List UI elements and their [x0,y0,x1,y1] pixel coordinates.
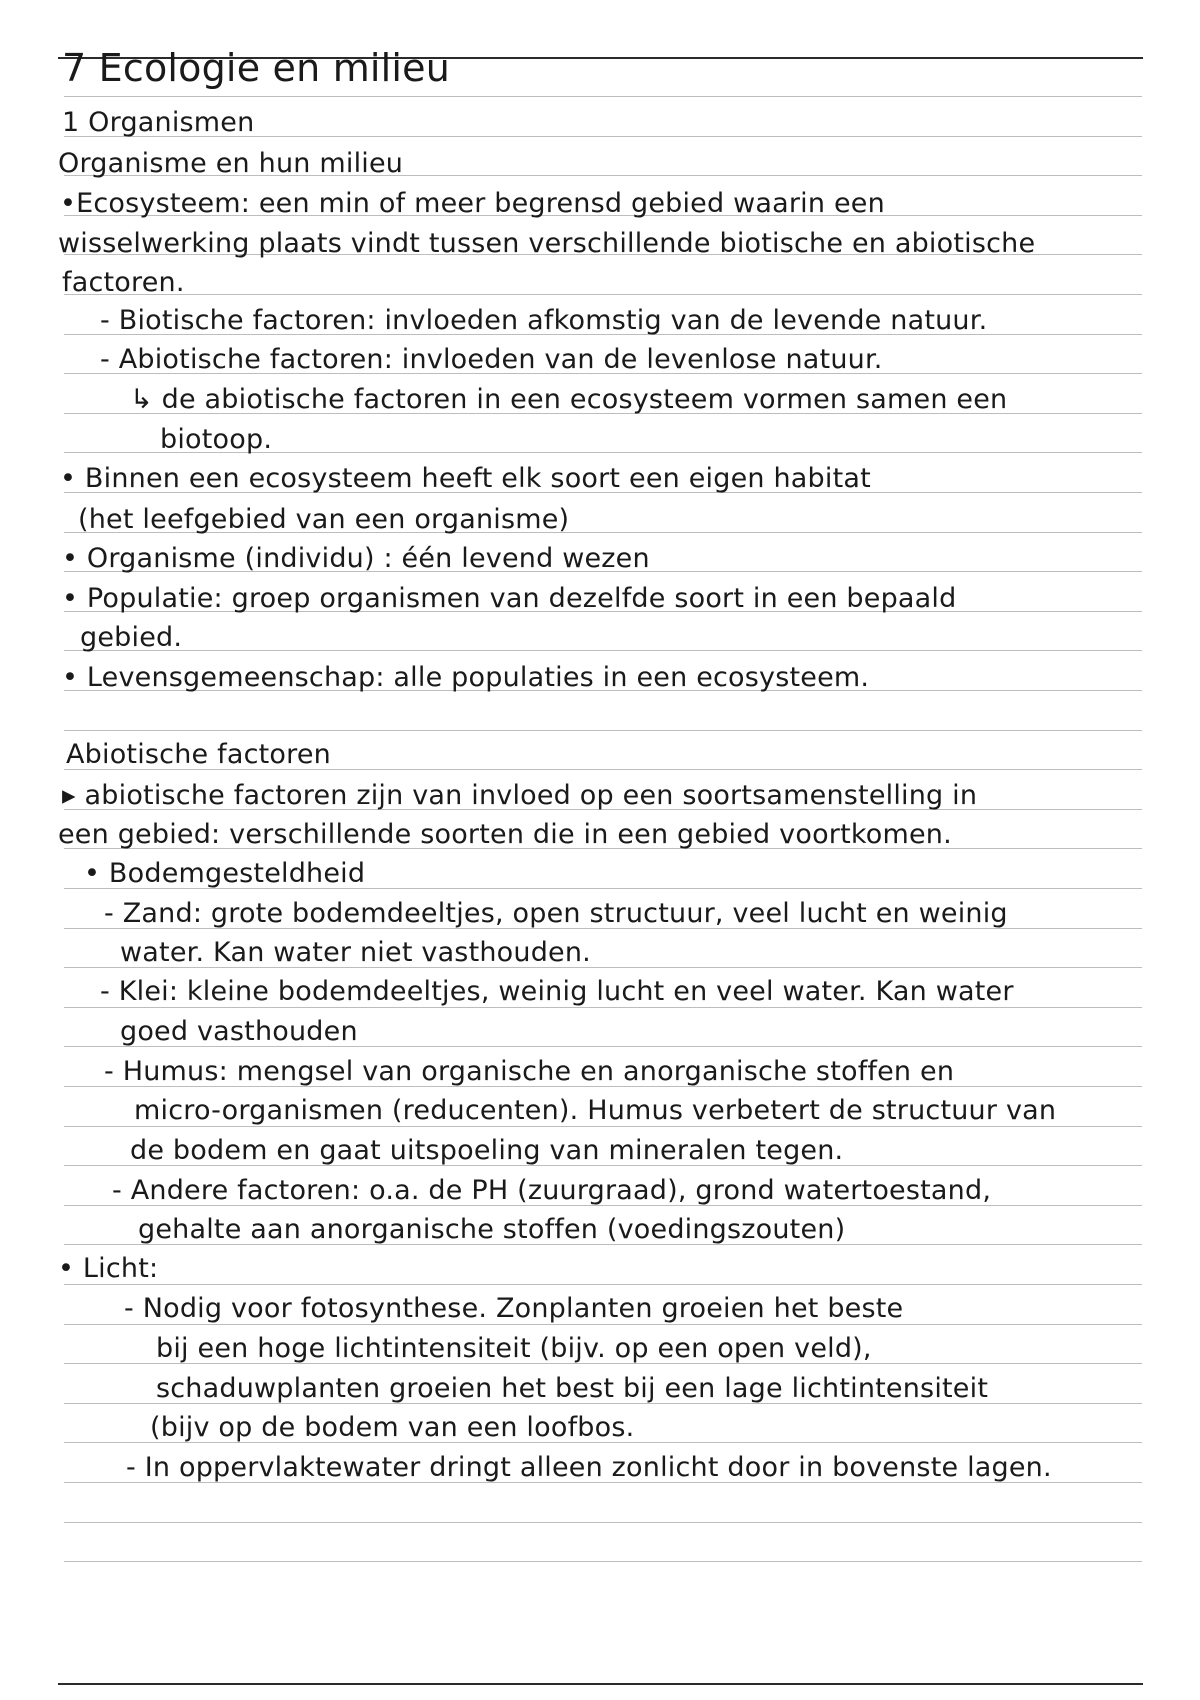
text-line: goed vasthouden [120,1016,358,1047]
text-line: • Levensgemeenschap: alle populaties in een ecosysteem. [62,662,870,693]
bottom-margin-rule [58,1683,1143,1685]
text-line: water. Kan water niet vasthouden. [120,937,591,968]
text-line: micro-organismen (reducenten). Humus verbetert de structuur van [134,1095,1057,1126]
text-line: factoren. [62,267,185,298]
text-line: schaduwplanten groeien het best bij een lage lichtintensiteit [156,1373,989,1404]
text-line: • Licht: [58,1253,159,1284]
ruled-line [64,1522,1142,1523]
text-line: •Ecosysteem: een min of meer begrensd gebied waarin een [60,188,885,219]
text-line: - Klei: kleine bodemdeeltjes, weinig lucht en veel water. Kan water [100,976,1014,1007]
text-line: - Humus: mengsel van organische en anorganische stoffen en [104,1056,955,1087]
text-line: • Binnen een ecosysteem heeft elk soort een eigen habitat [60,463,871,494]
text-line: ▸ abiotische factoren zijn van invloed op een soortsamenstelling in [62,780,978,811]
text-line: een gebied: verschillende soorten die in een gebied voortkomen. [58,819,952,850]
text-line: gebied. [80,622,183,653]
text-line: • Populatie: groep organismen van dezelfde soort in een bepaald [62,583,957,614]
section-heading-organismen: 1 Organismen [62,107,255,138]
text-line: biotoop. [160,424,273,455]
text-line: • Bodemgesteldheid [84,858,366,889]
text-line: ↳ de abiotische factoren in een ecosysteem vormen samen een [130,384,1008,415]
ruled-line [64,730,1142,731]
text-line: wisselwerking plaats vindt tussen verschillende biotische en abiotische [58,228,1036,259]
ruled-line [64,96,1142,97]
ruled-line [64,650,1142,651]
text-line: - Zand: grote bodemdeeltjes, open structuur, veel lucht en weinig [104,898,1008,929]
text-line: - Biotische factoren: invloeden afkomstig van de levende natuur. [100,305,988,336]
text-line: - Andere factoren: o.a. de PH (zuurgraad), grond watertoestand, [112,1175,992,1206]
section-heading-abiotische-factoren: Abiotische factoren [66,739,331,770]
text-line: de bodem en gaat uitspoeling van mineralen tegen. [130,1135,844,1166]
ruled-line [64,1561,1142,1562]
text-line: - In oppervlaktewater dringt alleen zonlicht door in bovenste lagen. [126,1452,1052,1483]
text-line: - Nodig voor fotosynthese. Zonplanten groeien het beste [124,1293,904,1324]
text-line: • Organisme (individu) : één levend wezen [62,543,650,574]
text-line: (het leefgebied van een organisme) [78,504,570,535]
ruled-line [64,1284,1142,1285]
ruled-line [64,294,1142,295]
text-line: bij een hoge lichtintensiteit (bijv. op een open veld), [156,1333,872,1364]
subheading-organisme-milieu: Organisme en hun milieu [58,148,404,179]
text-line: gehalte aan anorganische stoffen (voedingszouten) [138,1214,846,1245]
text-line: (bijv op de bodem van een loofbos. [150,1412,635,1443]
page-title: 7 Ecologie en milieu [62,46,451,90]
text-line: - Abiotische factoren: invloeden van de levenlose natuur. [100,344,883,375]
